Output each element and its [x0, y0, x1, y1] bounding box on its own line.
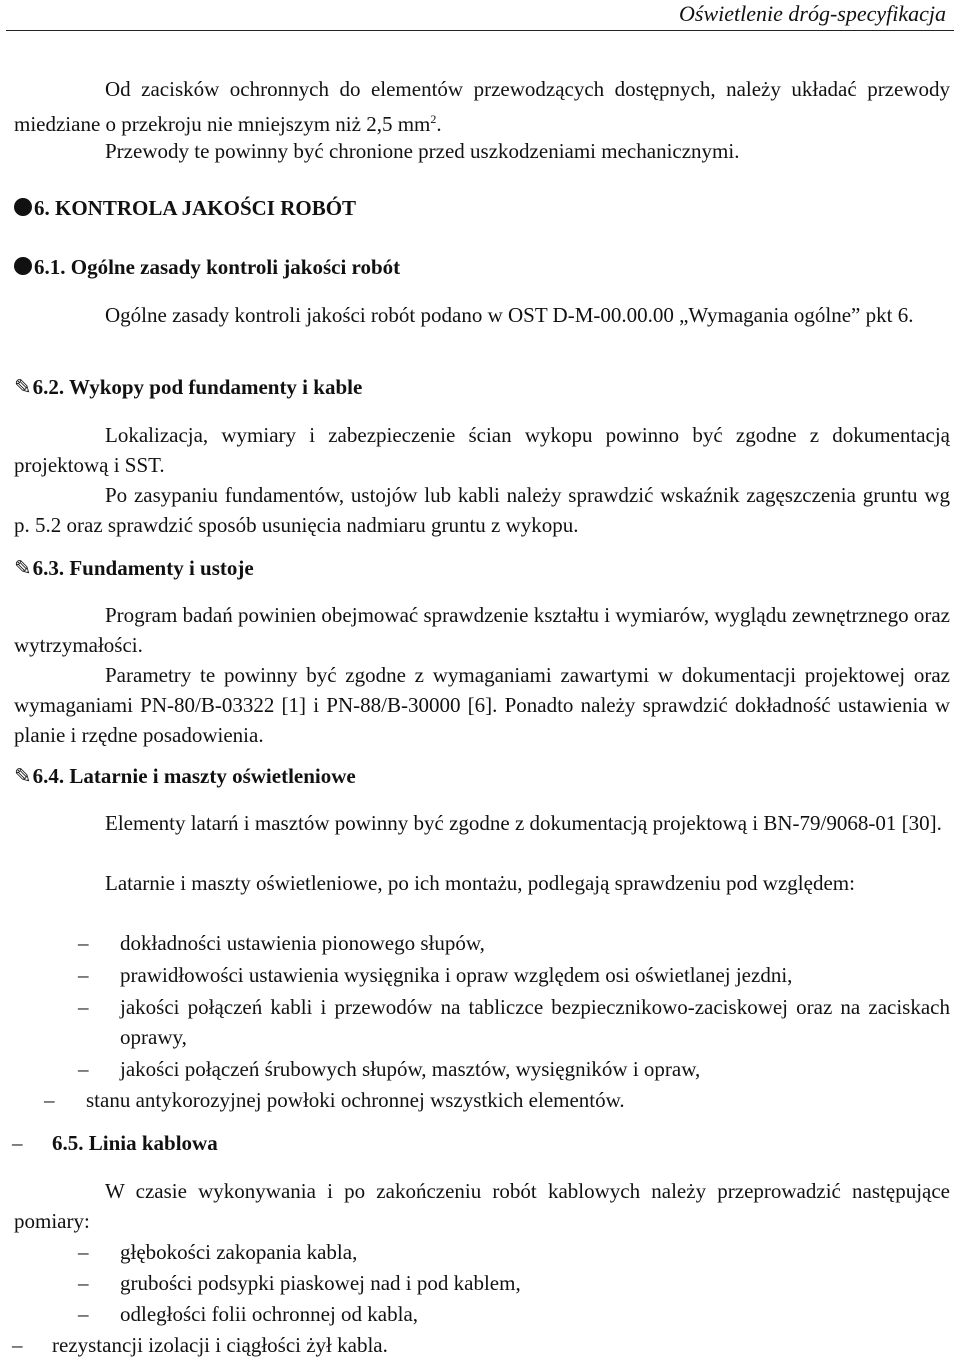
list-item-text: dokładności ustawienia pionowego słupów, [120, 931, 485, 955]
dash-marker: – [78, 963, 89, 987]
section-6-4-paragraph-1: Elementy latarń i masztów powinny być zgodne z dokumentacją projektową i BN-79/9068-01 [30]. [105, 811, 942, 835]
section-6-1-heading-text: 6.1. Ogólne zasady kontroli jakości robót [34, 255, 401, 279]
dash-marker: – [12, 1131, 23, 1155]
dash-marker: – [44, 1088, 55, 1112]
dash-marker: – [78, 1302, 89, 1326]
section-6-4-paragraph-2: Latarnie i maszty oświetleniowe, po ich montażu, podlegają sprawdzeniu pod względem: [105, 871, 855, 895]
list-item [78, 1299, 950, 1329]
list-item-text: odległości folii ochronnej od kabla, [120, 1302, 419, 1326]
section-6-3-paragraph-2: Parametry te powinny być zgodne z wymaganiami zawartymi w dokumentacji projektowej oraz wymaganiami PN-80/B-03322 [1] i PN-88/B-30000 [6]. Ponadto należy sprawdzić dokładność ustawienia w planie i rzędne posadowienia. [14, 663, 950, 747]
list-item-text: jakości połączeń kabli i przewodów na tabliczce bezpiecznikowo-zaciskowej oraz na zaciskach oprawy, [120, 995, 950, 1049]
dash-marker: – [78, 1057, 89, 1081]
section-6-3-heading-text: 6.3. Fundamenty i ustoje [32, 556, 254, 580]
list-item [78, 1054, 950, 1084]
list-item [12, 1330, 950, 1360]
section-6-2-paragraph-2: Po zasypaniu fundamentów, ustojów lub kabli należy sprawdzić wskaźnik zagęszczenia gruntu wg p. 5.2 oraz sprawdzić sposób usunięcia nadmiaru gruntu z wykopu. [14, 483, 950, 537]
list-item-text: jakości połączeń śrubowych słupów, masztów, wysięgników i opraw, [120, 1057, 701, 1081]
list-item-text: prawidłowości ustawienia wysięgnika i opraw względem osi oświetlanej jezdni, [120, 963, 793, 987]
list-item [78, 992, 950, 1052]
bullet-icon [14, 198, 32, 216]
header-title: Oświetlenie dróg-specyfikacja [679, 1, 946, 26]
page-header [0, 0, 960, 32]
section-6-2-heading-text: 6.2. Wykopy pod fundamenty i kable [32, 375, 363, 399]
dash-marker: – [78, 931, 89, 955]
section-6-3-heading [14, 556, 254, 581]
superscript: 2 [430, 112, 437, 126]
dash-marker: – [78, 995, 89, 1019]
section-6-1-paragraph: Ogólne zasady kontroli jakości robót podano w OST D-M-00.00.00 „Wymagania ogólne” pkt 6. [105, 303, 914, 327]
section-6-1-heading [14, 255, 400, 280]
section-6-4-heading [14, 764, 356, 789]
section-6-3-paragraph-1: Program badań powinien obejmować sprawdzenie kształtu i wymiarów, wyglądu zewnętrznego oraz wytrzymałości. [14, 603, 950, 657]
section-6-2-paragraph-1: Lokalizacja, wymiary i zabezpieczenie ścian wykopu powinno być zgodne z dokumentacją projektową i SST. [14, 423, 950, 477]
period: . [436, 112, 442, 136]
section-6-heading [14, 196, 356, 221]
list-item [78, 1237, 950, 1267]
list-item [78, 1268, 950, 1298]
list-item-text: stanu antykorozyjnej powłoki ochronnej wszystkich elementów. [86, 1088, 625, 1112]
bullet-icon [14, 257, 32, 275]
section-6-5-heading-text: 6.5. Linia kablowa [52, 1131, 218, 1155]
pointing-hand-icon: ✎ [14, 764, 32, 788]
pointing-hand-icon: ✎ [14, 375, 32, 399]
intro-paragraph-1 [14, 74, 950, 139]
list-item [44, 1085, 950, 1115]
header-divider [6, 30, 954, 31]
intro-paragraph-1-text: Od zacisków ochronnych do elementów przewodzących dostępnych, należy układać przewody miedziane o przekroju nie mniejszym niż 2,5 mm [14, 77, 950, 136]
section-6-4-heading-text: 6.4. Latarnie i maszty oświetleniowe [32, 764, 356, 788]
section-6-5-heading [12, 1131, 218, 1156]
dash-marker: – [78, 1271, 89, 1295]
list-item-text: rezystancji izolacji i ciągłości żył kabla. [52, 1333, 388, 1357]
section-6-5-paragraph: W czasie wykonywania i po zakończeniu robót kablowych należy przeprowadzić następujące pomiary: [14, 1179, 950, 1233]
dash-marker: – [12, 1333, 23, 1357]
list-item-text: głębokości zakopania kabla, [120, 1240, 358, 1264]
list-item [78, 928, 950, 958]
pointing-hand-icon: ✎ [14, 556, 32, 580]
list-item [78, 960, 950, 990]
intro-paragraph-2: Przewody te powinny być chronione przed uszkodzeniami mechanicznymi. [105, 139, 740, 163]
dash-marker: – [78, 1240, 89, 1264]
section-6-heading-text: 6. KONTROLA JAKOŚCI ROBÓT [34, 196, 357, 220]
section-6-2-heading [14, 375, 362, 400]
list-item-text: grubości podsypki piaskowej nad i pod kablem, [120, 1271, 521, 1295]
